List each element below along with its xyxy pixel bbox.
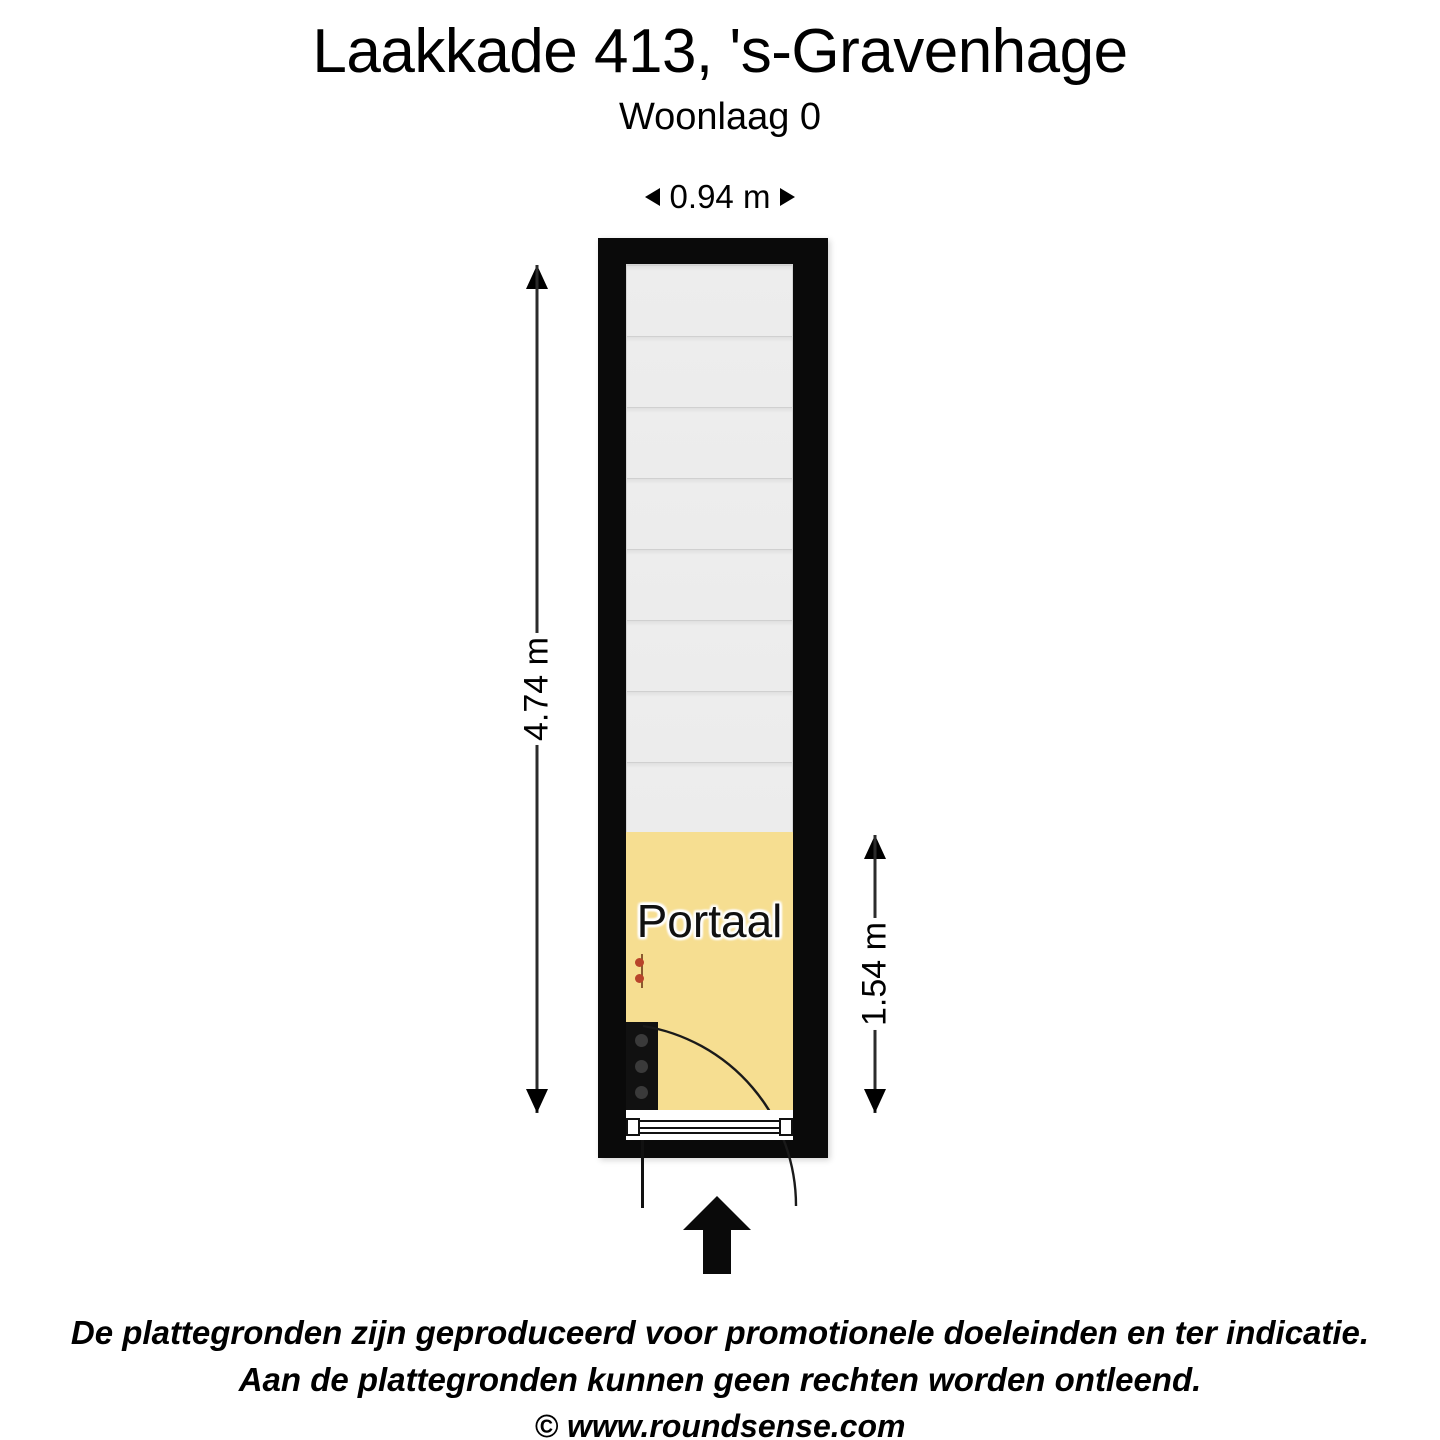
footer-disclaimer	[0, 1310, 1440, 1440]
dimension-height-left	[518, 265, 556, 1113]
page-title: Laakkade 413, 's-Gravenhage	[312, 17, 1128, 86]
front-door-icon	[626, 1110, 793, 1140]
dimension-height-right-label: 1.54 m	[850, 918, 901, 1030]
stair-tread	[627, 549, 793, 620]
stair-tread	[627, 620, 793, 691]
dimension-width-top	[590, 178, 850, 216]
footer-line-2: Aan de plattegronden kunnen geen rechten worden ontleend.	[238, 1360, 1202, 1398]
arrow-down-icon	[526, 1089, 548, 1113]
floorplan-drawing	[598, 238, 828, 1158]
arrow-right-icon	[780, 188, 795, 206]
arrow-down-icon	[864, 1089, 886, 1113]
hinge-dot-icon	[635, 1086, 648, 1099]
footer-line-1: De plattegronden zijn geproduceerd voor promotionele doeleinden en ter indicatie.	[70, 1314, 1370, 1351]
door-pane	[640, 1120, 779, 1134]
entrance-arrow-icon	[683, 1196, 751, 1274]
stair-tread	[627, 407, 793, 478]
intercom-icon	[634, 954, 650, 988]
dimension-height-left-label: 4.74 m	[512, 633, 563, 745]
room-portaal	[626, 832, 793, 1110]
stair-tread	[627, 478, 793, 549]
door-frame-left	[626, 1118, 640, 1136]
intercom-dot	[635, 958, 644, 967]
door-frame-right	[779, 1118, 793, 1136]
door-leaf-icon	[626, 1022, 658, 1112]
stair-tread	[627, 762, 793, 832]
interior-area	[626, 264, 793, 1140]
dimension-width-label: 0.94 m	[669, 178, 771, 215]
arrow-left-icon	[645, 188, 660, 206]
staircase	[626, 264, 793, 832]
stair-tread	[627, 691, 793, 762]
room-label-portaal: Portaal	[636, 895, 783, 947]
floor-subtitle: Woonlaag 0	[618, 96, 822, 138]
footer-line-3: © www.roundsense.com	[534, 1407, 906, 1440]
hinge-dot-icon	[635, 1060, 648, 1073]
stair-tread	[627, 265, 793, 336]
intercom-dot	[635, 974, 644, 983]
dimension-height-right	[856, 835, 894, 1113]
stair-tread	[627, 336, 793, 407]
hinge-dot-icon	[635, 1034, 648, 1047]
